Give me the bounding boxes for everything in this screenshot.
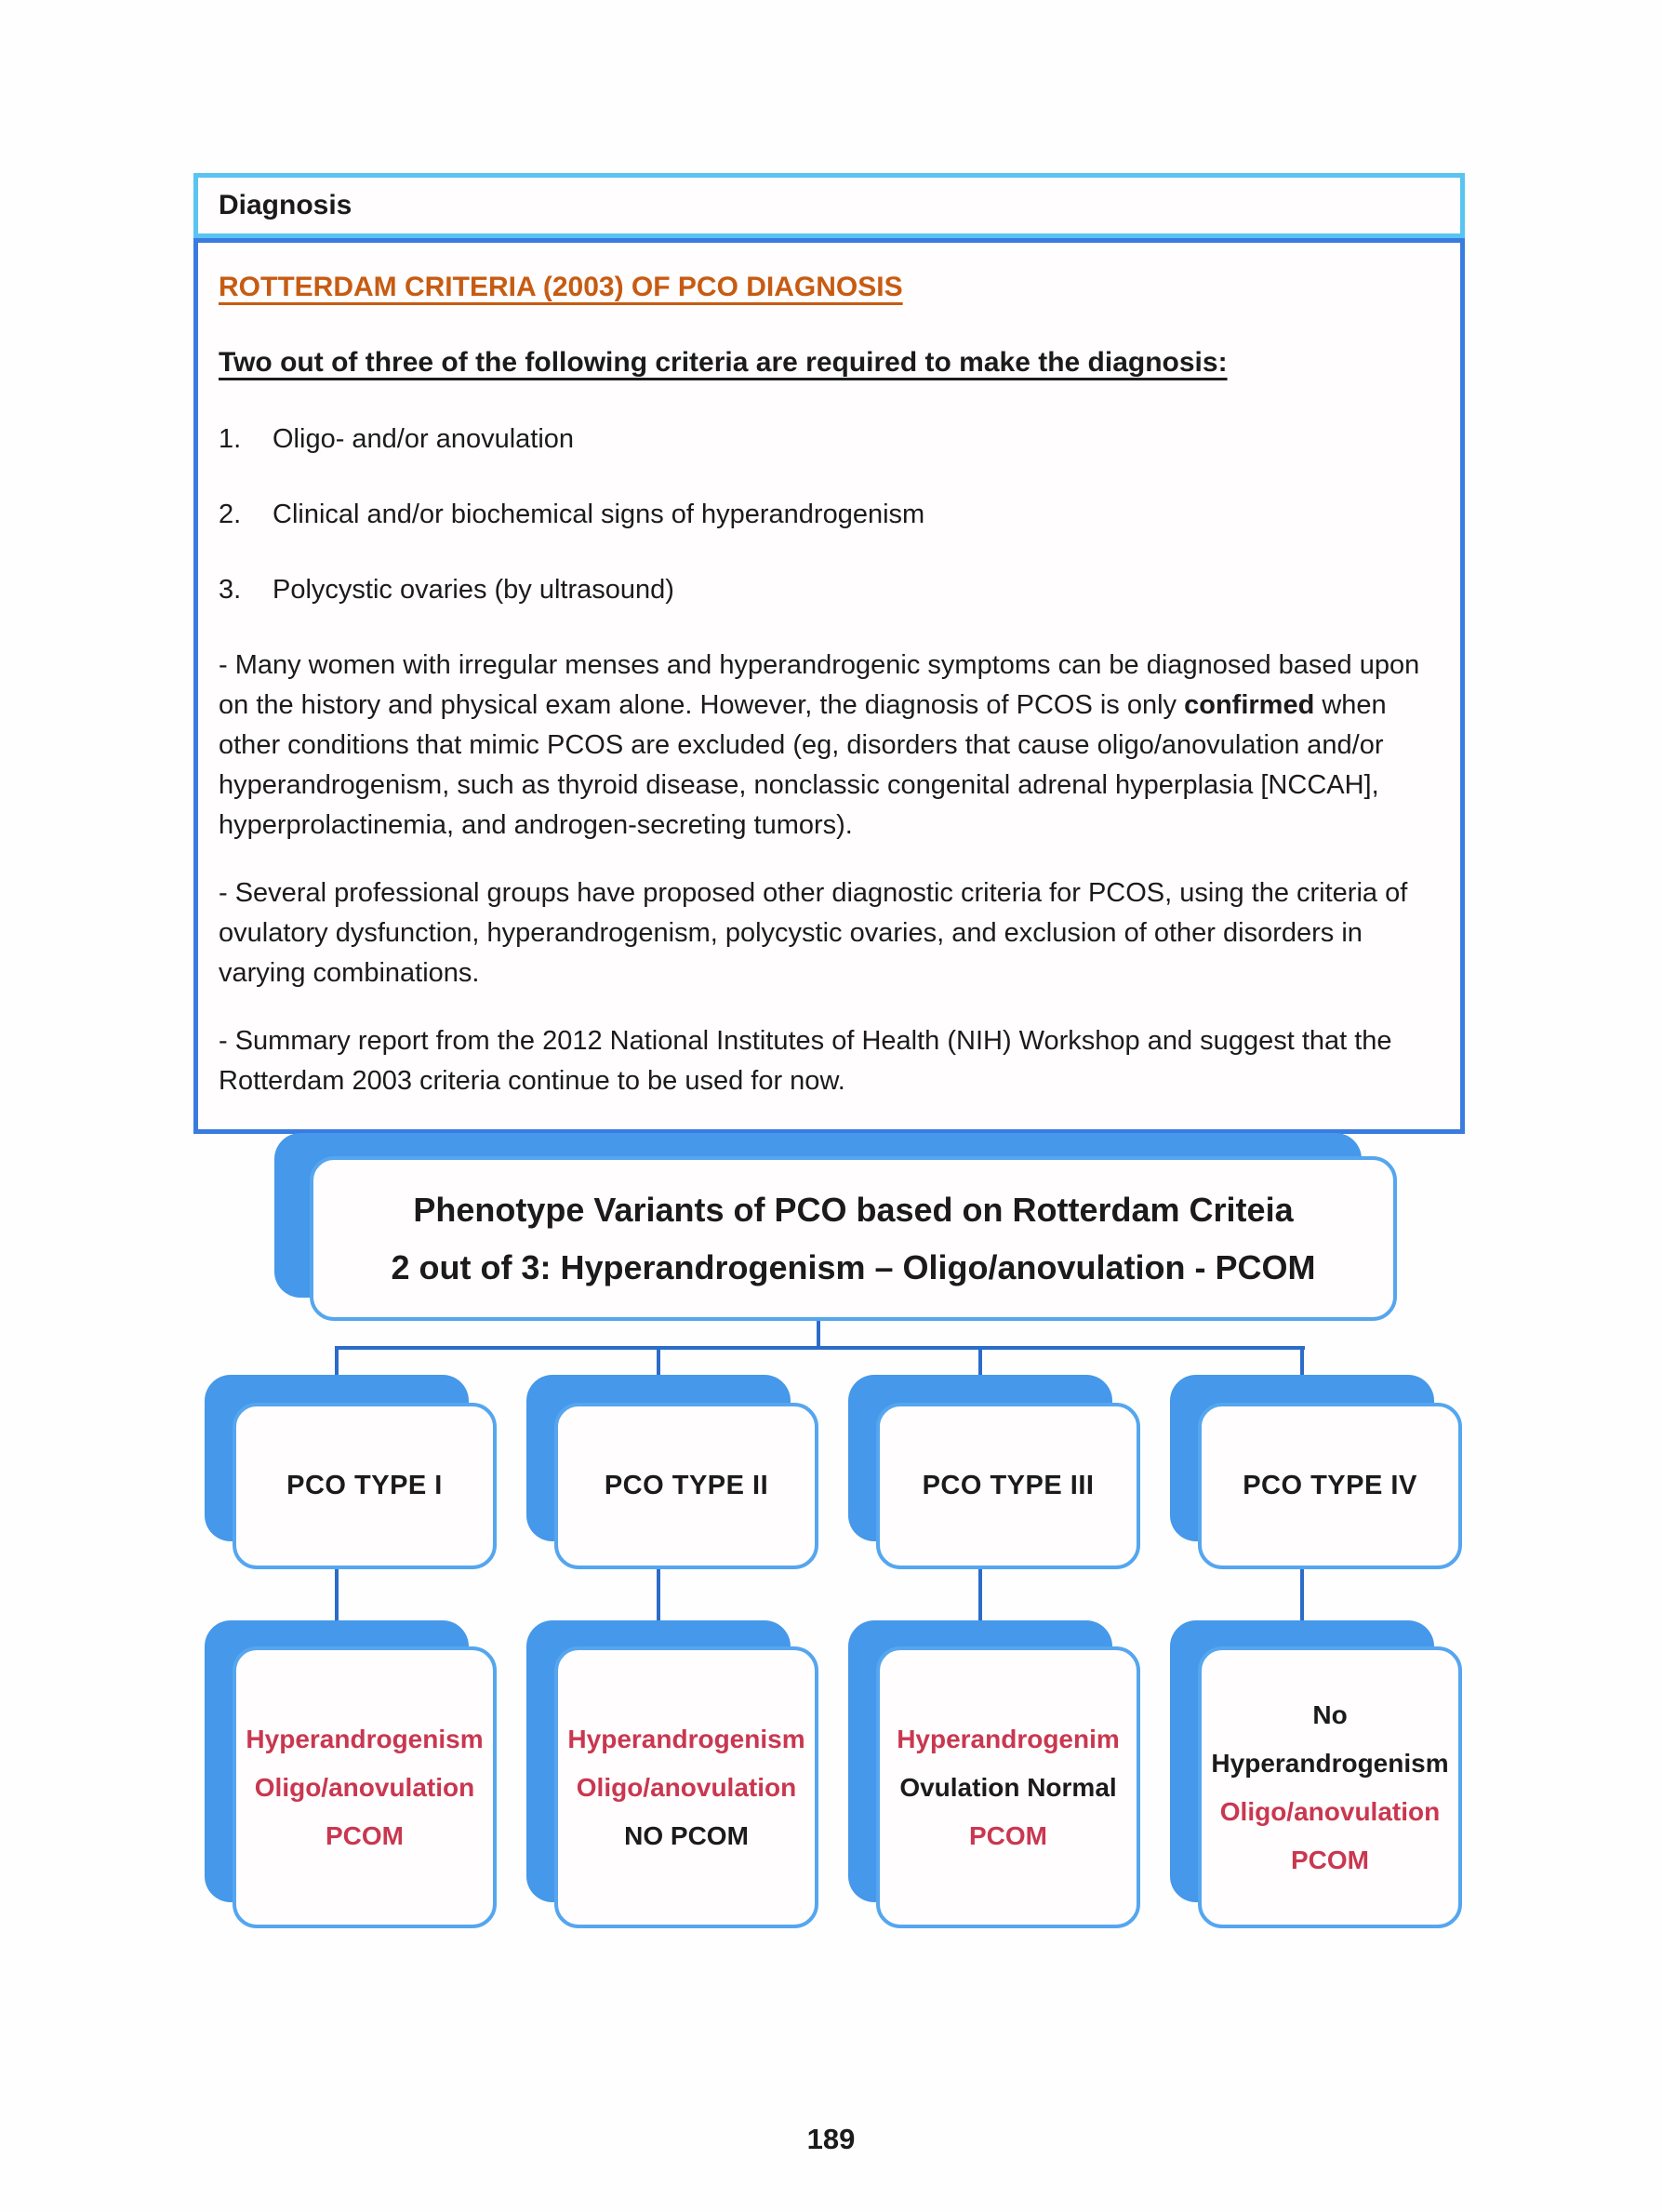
connector-type3-to-detail <box>978 1569 982 1621</box>
criteria-line: Hyperandrogenim <box>897 1724 1120 1753</box>
pco-type-3-face <box>876 1403 1140 1569</box>
connector-drop-type2 <box>657 1348 660 1376</box>
criteria-subtitle: Two out of three of the following criteria are required to make the diagnosis: <box>219 347 1228 378</box>
criteria-item <box>219 420 1432 460</box>
pco-type-3-criteria-face <box>876 1646 1140 1928</box>
rotterdam-criteria-title: ROTTERDAM CRITERIA (2003) OF PCO DIAGNOSIS <box>219 272 903 302</box>
criteria-line: PCOM <box>969 1820 1047 1850</box>
flowchart-title-line1: Phenotype Variants of PCO based on Rotterdam Criteia <box>413 1190 1294 1229</box>
criteria-text: Oligo- and/or anovulation <box>273 424 575 454</box>
flowchart-title-face <box>310 1156 1397 1321</box>
connector-type2-to-detail <box>657 1569 660 1621</box>
connector-type1-to-detail <box>335 1569 339 1621</box>
pco-type-2-criteria-face <box>554 1646 818 1928</box>
connector-type4-to-detail <box>1300 1569 1304 1621</box>
pco-type-4-face <box>1198 1403 1462 1569</box>
criteria-number: 1. <box>219 424 242 454</box>
criteria-text: Polycystic ovaries (by ultrasound) <box>273 575 674 605</box>
pco-type-4-box <box>1198 1403 1462 1569</box>
criteria-item <box>219 495 1432 535</box>
paragraph-nih-workshop: - Summary report from the 2012 National Institutes of Health (NIH) Workshop and suggest that the Rotterdam 2003 criteria continue to be used for now. <box>219 1026 1392 1096</box>
criteria-item <box>219 570 1432 610</box>
info-box-header-label: Diagnosis <box>219 190 352 220</box>
pco-type-1-criteria-face <box>233 1646 497 1928</box>
paragraph-bold-word: confirmed <box>1184 690 1315 720</box>
flowchart-title-box <box>310 1156 1397 1321</box>
criteria-text: Clinical and/or biochemical signs of hyperandrogenism <box>273 500 925 529</box>
page-number: 189 <box>806 2123 856 2155</box>
criteria-line: No Hyperandrogenism <box>1211 1699 1449 1778</box>
criteria-line: Hyperandrogenism <box>246 1724 484 1753</box>
pco-type-2-box <box>554 1403 818 1569</box>
connector-title-stub <box>817 1321 820 1348</box>
pco-type-4-criteria-face <box>1198 1646 1462 1928</box>
pco-type-2-face <box>554 1403 818 1569</box>
pco-type-4-label: PCO TYPE IV <box>1243 1471 1417 1500</box>
pco-type-2-criteria-box <box>554 1646 818 1928</box>
paragraph-text: - Many women with irregular menses and hyperandrogenic symptoms can be diagnosed based upon on the history and physical exam alone. However, the diagnosis of PCOS is only <box>219 650 1420 720</box>
criteria-line: Oligo/anovulation <box>576 1772 797 1802</box>
pco-type-1-label: PCO TYPE I <box>286 1471 443 1500</box>
criteria-line: Oligo/anovulation <box>1219 1796 1441 1826</box>
pco-type-4-criteria-box <box>1198 1646 1462 1928</box>
criteria-line: PCOM <box>326 1820 404 1850</box>
connector-horizontal-bar <box>335 1346 1305 1350</box>
pco-type-1-face <box>233 1403 497 1569</box>
pco-type-3-criteria-box <box>876 1646 1140 1928</box>
pco-type-3-label: PCO TYPE III <box>922 1471 1095 1500</box>
paragraph-professional-groups: - Several professional groups have proposed other diagnostic criteria for PCOS, using the criteria of ovulatory dysfunction, hyperandrogenism, polycystic ovaries, and exclusion of other disorders in varying combinations. <box>219 878 1408 988</box>
pco-type-2-label: PCO TYPE II <box>604 1471 769 1500</box>
connector-drop-type1 <box>335 1348 339 1376</box>
info-box-header <box>193 173 1465 238</box>
paragraph-diagnosis-confirmation <box>219 646 1432 846</box>
diagnosis-info-box <box>193 173 1465 1134</box>
info-box-body <box>193 238 1465 1134</box>
flowchart-title-line2: 2 out of 3: Hyperandrogenism – Oligo/anovulation - PCOM <box>391 1247 1316 1286</box>
criteria-line: Hyperandrogenism <box>567 1724 805 1753</box>
pco-type-3-box <box>876 1403 1140 1569</box>
criteria-line: PCOM <box>1291 1845 1369 1874</box>
pco-type-1-box <box>233 1403 497 1569</box>
paragraph-text: when other conditions that mimic PCOS are excluded (eg, disorders that cause oligo/anovulation and/or hyperandrogenism, such as thyroid disease, nonclassic congenital adrenal hyperplasia [NCCAH], hyperprolactinemia, and androgen-secreting tumors). <box>219 690 1387 840</box>
pco-type-1-criteria-box <box>233 1646 497 1928</box>
connector-drop-type4 <box>1300 1348 1304 1376</box>
criteria-line: Oligo/anovulation <box>254 1772 475 1802</box>
connector-drop-type3 <box>978 1348 982 1376</box>
criteria-number: 2. <box>219 500 242 529</box>
criteria-line: Ovulation Normal <box>899 1772 1117 1802</box>
criteria-line: NO PCOM <box>624 1820 749 1850</box>
criteria-number: 3. <box>219 575 242 605</box>
